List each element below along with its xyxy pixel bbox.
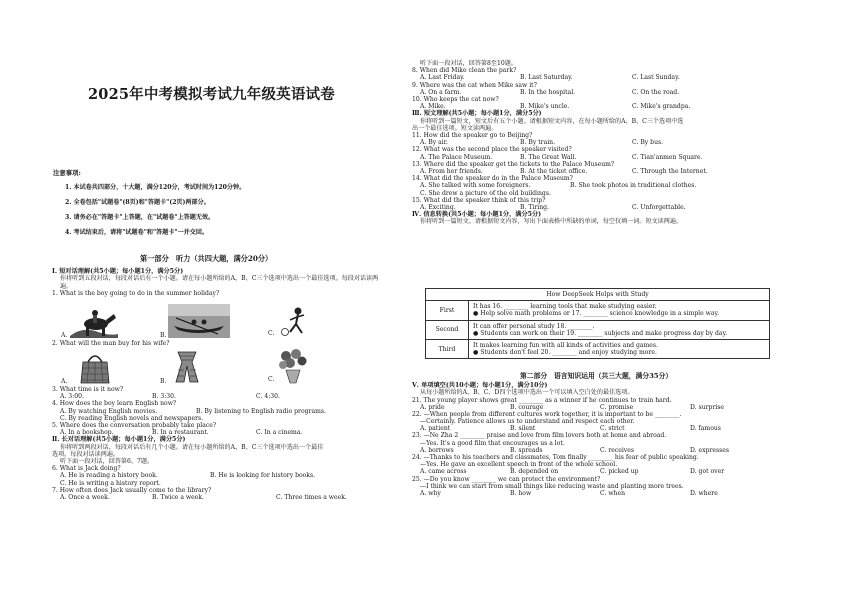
table-row-label: First bbox=[426, 301, 469, 320]
option: B. By train. bbox=[520, 139, 556, 147]
section-instructions: 你将听到一篇短文。请根据短文内容，写出下面表格中所缺的单词，每空仅填一词。短文读两遍。 bbox=[420, 218, 683, 226]
listening-section-1 bbox=[52, 268, 390, 297]
section-instructions: 你将听到一篇短文，短文后有五个小题。请根据短文内容，在每小题所给的A、B、C三个选项中选 bbox=[420, 117, 684, 125]
info-table-wrap bbox=[425, 288, 770, 359]
right-column-top bbox=[412, 60, 772, 226]
question-15: 15. What did the speaker think of this trip? bbox=[412, 196, 546, 204]
option-label: B. bbox=[160, 332, 167, 339]
option: B. Tiring. bbox=[520, 203, 549, 211]
boy-playing-soccer-image bbox=[276, 306, 312, 338]
option: B. The Great Wall. bbox=[520, 153, 577, 161]
question-1: 1. What is the boy going to do in the summer holiday? bbox=[52, 289, 220, 297]
section-title: Ⅴ. 单项填空(共10小题；每小题1分，满分10分) bbox=[412, 382, 548, 389]
option: A. Once a week. bbox=[60, 493, 110, 501]
handbag-image bbox=[80, 350, 110, 384]
option: B. depended on bbox=[510, 468, 559, 476]
option: C. By reading English novels and newspapers. bbox=[60, 414, 204, 422]
question-9: 9. Where was the cat when Mike saw it? bbox=[412, 81, 537, 89]
question-24: 24. —Thanks to his teachers and classmates, Tom finally ________ his fear of public speaking. bbox=[412, 454, 699, 461]
option: A. She talked with some foreigners. bbox=[420, 182, 531, 190]
option: B. In the hospital. bbox=[520, 88, 576, 96]
rowing-boat-image bbox=[168, 304, 230, 338]
option: A. Exciting. bbox=[420, 203, 456, 211]
question-10: 10. Who keeps the cat now? bbox=[412, 95, 499, 103]
option: D. where bbox=[690, 489, 718, 497]
option: A. 3:00. bbox=[60, 393, 84, 401]
option: C. Three times a week. bbox=[276, 493, 347, 501]
option-label: A. bbox=[61, 378, 68, 385]
part1-title: 第一部分 听力（共四大题，满分20分） bbox=[140, 254, 273, 263]
option: A. By air. bbox=[420, 139, 448, 147]
question-25-response: —I think we can start from small things like reducing waste and planting more trees. bbox=[420, 482, 684, 490]
option: C. picked up bbox=[600, 468, 639, 476]
notes-section bbox=[53, 170, 383, 244]
option: A. The Palace Museum. bbox=[420, 153, 493, 161]
section-title: Ⅲ. 短文理解(共5小题；每小题1分，满分5分) bbox=[412, 110, 542, 118]
part2-title: 第二部分 语言知识运用（共三大题，满分35分） bbox=[520, 372, 673, 380]
section-instructions: 听下面一段对话，回答第6、7题。 bbox=[60, 458, 154, 465]
option: C. Unforgettable. bbox=[632, 203, 686, 211]
question-3-options bbox=[60, 393, 390, 400]
option: C. In a cinema. bbox=[256, 429, 303, 437]
question-25-options bbox=[420, 490, 772, 497]
boy-riding-horse-image bbox=[68, 306, 120, 338]
option: A. borrows bbox=[420, 446, 454, 454]
option: C. By bus. bbox=[632, 139, 664, 147]
question-9-options bbox=[420, 89, 772, 96]
table-cell bbox=[469, 339, 770, 358]
question-23: 23. —Ne Zha 2 ________ praise and love from film lovers both at home and abroad. bbox=[412, 432, 667, 440]
listening-questions-3-7 bbox=[52, 386, 390, 501]
option: D. got over bbox=[690, 468, 725, 476]
option: B. Mike's uncle. bbox=[520, 103, 570, 111]
option-label: B. bbox=[160, 378, 167, 385]
option: C. Mike's grandpa. bbox=[632, 103, 691, 111]
table-cell-line: ● Help solve math problems or 17. ________ science knowledge in a simple way. bbox=[473, 310, 720, 318]
question-13: 13. Where did the speaker get the tickets to the Palace Museum? bbox=[412, 160, 615, 168]
scarf-image bbox=[172, 350, 202, 384]
section-instructions: 选项。每段对话读两遍。 bbox=[52, 450, 120, 458]
option: A. He is reading a history book. bbox=[60, 472, 158, 480]
option: C. Through the Internet. bbox=[632, 167, 708, 175]
option: B. In a restaurant. bbox=[152, 429, 209, 437]
table-header: How DeepSeek Helps with Study bbox=[426, 289, 770, 301]
section-instructions: 你将听到五段对话，每段对话后有一个小题。请在每小题所给的A、B、C三个选项中选出一个最佳选项。每段对话读两遍。 bbox=[60, 275, 379, 290]
info-table bbox=[425, 288, 770, 359]
option: B. She took photos in traditional clothes. bbox=[570, 182, 697, 190]
table-row-label: Second bbox=[426, 320, 469, 339]
option: C. He is writing a history report. bbox=[60, 479, 161, 487]
option: B. Twice a week. bbox=[152, 493, 204, 501]
option: C. Last Sunday. bbox=[632, 74, 680, 82]
note-item: 2. 全卷包括"试题卷"(8页)和"答题卡"(2页)两部分。 bbox=[65, 198, 210, 206]
table-cell-line: It has 16. ________ learning tools that make studying easier. bbox=[473, 303, 657, 311]
option: C. Tian'anmen Square. bbox=[632, 153, 703, 161]
question-25: 25. —Do you know ________ we can protect the environment? bbox=[412, 475, 601, 483]
section-instructions: 从每小题所给的A、B、C、D四个选项中选出一个可以填入空白处的最佳选项。 bbox=[420, 389, 634, 397]
option: D. surprise bbox=[690, 403, 725, 411]
table-row-label: Third bbox=[426, 339, 469, 358]
option: B. spreads bbox=[510, 446, 543, 454]
option: A. Mike. bbox=[420, 103, 446, 111]
question-7-options bbox=[60, 494, 390, 501]
table-cell-line: It makes learning fun with all kinds of activities and games. bbox=[473, 341, 658, 349]
option: B. By listening to English radio programs. bbox=[196, 407, 326, 415]
option: A. In a bookshop. bbox=[60, 429, 114, 437]
section-title: Ⅱ. 长对话理解(共5小题；每小题1分，满分5分) bbox=[52, 436, 186, 444]
question-8: 8. When did Mike clean the park? bbox=[412, 67, 517, 75]
note-item: 4. 考试结束后，请将"试题卷"和"答题卡"一并交回。 bbox=[65, 229, 209, 237]
page-title: 2025年中考模拟考试九年级英语试卷 bbox=[88, 86, 335, 103]
question-24-response: —Yes. He gave an excellent speech in front of the whole school. bbox=[420, 461, 618, 469]
option-label: C. bbox=[268, 330, 275, 337]
section-instructions: 出一个最佳选项。短文读两遍。 bbox=[412, 124, 498, 132]
question-22-options bbox=[420, 425, 772, 432]
section-instructions: 你将听到两段对话，每段对话后有几个小题。请在每小题所给的A、B、C三个选项中选出一个最佳 bbox=[60, 443, 324, 451]
option: B. how bbox=[510, 489, 532, 497]
section-title: Ⅳ. 信息转换(共5小题；每小题1分，满分5分) bbox=[412, 211, 542, 219]
question-2-block bbox=[52, 340, 390, 347]
note-item: 3. 请务必在"答题卡"上答题，在"试题卷"上答题无效。 bbox=[65, 213, 215, 221]
question-14-options bbox=[420, 182, 772, 189]
question-5: 5. Where does the conversation probably take place? bbox=[52, 421, 217, 429]
table-cell-line: ● Students can work on their 19. ________ subjects and make progress day by day. bbox=[473, 329, 728, 337]
option: A. why bbox=[420, 489, 441, 497]
question-23-response: —Yes. It's a good film that encourages us a lot. bbox=[420, 439, 565, 447]
option: C. receives bbox=[600, 446, 634, 454]
section-instructions: 听下面一段对话，回答第8至10题。 bbox=[420, 60, 517, 67]
option: A. patient bbox=[420, 425, 451, 433]
option: C. On the road. bbox=[632, 88, 680, 96]
question-4-options bbox=[60, 408, 390, 415]
option: B. courage bbox=[510, 403, 544, 411]
question-21-options bbox=[420, 404, 772, 411]
question-11: 11. How did the speaker go to Beijing? bbox=[412, 132, 533, 139]
note-item: 1. 本试卷共四部分，十大题，满分120分，考试时间为120分钟。 bbox=[65, 183, 246, 191]
question-6: 6. What is Jack doing? bbox=[52, 465, 121, 473]
table-row bbox=[426, 301, 770, 320]
table-cell bbox=[469, 320, 770, 339]
question-3: 3. What time is it now? bbox=[52, 386, 124, 393]
question-23-options bbox=[420, 447, 772, 454]
option: C. promise bbox=[600, 403, 634, 411]
table-row bbox=[426, 320, 770, 339]
question-11-options bbox=[420, 139, 772, 146]
option-label: C. bbox=[268, 376, 275, 383]
question-22-response: —Certainly. Patience allows us to understand and respect each other. bbox=[420, 418, 635, 426]
question-12: 12. What was the second place the speaker visited? bbox=[412, 146, 572, 154]
question-22: 22. —When people from different cultures work together, it is important to be ________. bbox=[412, 410, 682, 418]
notes-heading: 注意事项: bbox=[53, 169, 81, 177]
table-cell-line: ● Students don't feel 20. ________ and enjoy studying more. bbox=[473, 349, 657, 357]
option-label: A. bbox=[61, 332, 68, 339]
option: A. By watching English movies. bbox=[60, 407, 158, 415]
option: B. 3:30. bbox=[152, 393, 176, 401]
table-header-row bbox=[426, 289, 770, 301]
flowers-bouquet-image bbox=[276, 348, 310, 384]
question-7: 7. How often does Jack usually come to the library? bbox=[52, 486, 212, 494]
grammar-section bbox=[412, 382, 772, 497]
question-4: 4. How does the boy learn English now? bbox=[52, 400, 177, 408]
option: C. when bbox=[600, 489, 625, 497]
question-6-options bbox=[60, 472, 390, 479]
question-21: 21. The young player shows great ________ as a winner if he continues to train hard. bbox=[412, 396, 672, 404]
table-cell-line: It can offer personal study 18. ________. bbox=[473, 322, 595, 330]
section-title: Ⅰ. 短对话理解(共5小题；每小题1分，满分5分) bbox=[52, 268, 184, 275]
option: B. silent bbox=[510, 425, 536, 433]
option: D. expresses bbox=[690, 446, 729, 454]
option: A. From her friends. bbox=[420, 167, 483, 175]
question-15-options bbox=[420, 204, 772, 211]
option: A. pride bbox=[420, 403, 445, 411]
question-12-options bbox=[420, 154, 772, 161]
option: A. came across bbox=[420, 468, 467, 476]
option: A. Last Friday. bbox=[420, 74, 465, 82]
option: B. He is looking for history books. bbox=[210, 472, 316, 480]
question-2: 2. What will the man buy for his wife? bbox=[52, 340, 170, 347]
option: C. 4:30. bbox=[256, 393, 280, 401]
option: B. At the ticket office. bbox=[520, 167, 588, 175]
option: B. Last Saturday. bbox=[520, 74, 573, 82]
table-cell bbox=[469, 301, 770, 320]
question-13-options bbox=[420, 168, 772, 175]
question-8-options bbox=[420, 74, 772, 81]
question-24-options bbox=[420, 468, 772, 475]
question-14: 14. What did the speaker do in the Palace Museum? bbox=[412, 175, 573, 183]
option: C. She drew a picture of the old buildings. bbox=[420, 189, 551, 197]
option: D. famous bbox=[690, 425, 721, 433]
option: A. On a farm. bbox=[420, 88, 462, 96]
table-row bbox=[426, 339, 770, 358]
option: C. strict bbox=[600, 425, 625, 433]
